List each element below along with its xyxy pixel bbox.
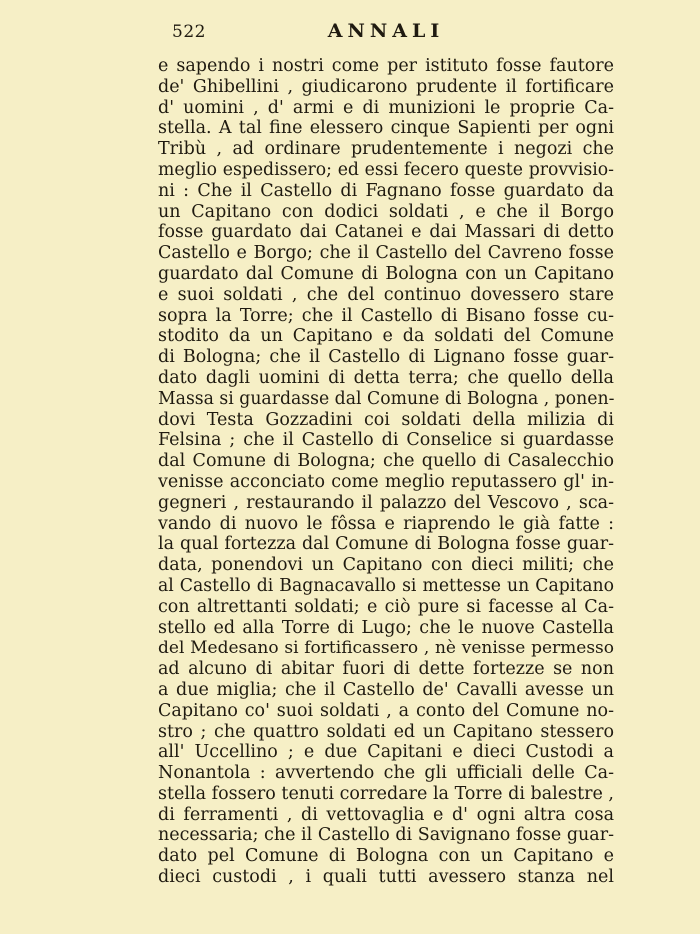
text-line: data, ponendovi un Capitano con dieci militi; che [158, 555, 614, 576]
body-text [158, 56, 614, 888]
text-line: dieci custodi , i quali tutti avessero stanza nel [158, 867, 614, 888]
text-line: Nonantola : avvertendo che gli ufficiali delle Ca- [158, 763, 614, 784]
text-line: con altrettanti soldati; e ciò pure si facesse al Ca- [158, 596, 614, 617]
text-line: de' Ghibellini , giudicarono prudente il fortificare [158, 76, 614, 97]
text-line: meglio espedissero; ed essi fecero queste provvisio- [158, 159, 614, 180]
text-line: ni : Che il Castello di Fagnano fosse guardato da [158, 180, 614, 201]
text-line: d' uomini , d' armi e di munizioni le proprie Ca- [158, 97, 614, 118]
text-line: e sapendo i nostri come per istituto fosse fautore [158, 56, 614, 76]
text-line: guardato dal Comune di Bologna con un Capitano [158, 263, 614, 284]
text-line: stella. A tal fine elessero cinque Sapienti per ogni [158, 118, 614, 139]
text-line: sopra la Torre; che il Castello di Bisano fosse cu- [158, 305, 614, 326]
running-title: ANNALI [327, 20, 445, 42]
text-line: un Capitano con dodici soldati , e che il Borgo [158, 201, 614, 222]
page-number: 522 [172, 22, 206, 42]
text-line: Massa si guardasse dal Comune di Bologna , ponen- [158, 388, 614, 409]
text-line: dovi Testa Gozzadini coi soldati della milizia di [158, 409, 614, 430]
text-line: stro ; che quattro soldati ed un Capitano stessero [158, 721, 614, 742]
text-line: ad alcuno di abitar fuori di dette fortezze se non [158, 659, 614, 680]
text-line: del Medesano si fortificassero , nè venisse permesso [158, 638, 614, 659]
text-line: stodito da un Capitano e da soldati del Comune [158, 326, 614, 347]
text-line: gegneri , restaurando il palazzo del Vescovo , sca- [158, 492, 614, 513]
text-line: all' Uccellino ; e due Capitani e dieci Custodi a [158, 742, 614, 763]
text-line: al Castello di Bagnacavallo si mettesse un Capitano [158, 575, 614, 596]
text-line: dal Comune di Bologna; che quello di Casalecchio [158, 451, 614, 472]
text-line: a due miglia; che il Castello de' Cavalli avesse un [158, 679, 614, 700]
text-line: la qual fortezza dal Comune di Bologna fosse guar- [158, 534, 614, 555]
text-line: stello ed alla Torre di Lugo; che le nuove Castella [158, 617, 614, 638]
text-line: di Bologna; che il Castello di Lignano fosse guar- [158, 347, 614, 368]
text-line: dato pel Comune di Bologna con un Capitano e [158, 846, 614, 867]
text-line: stella fossero tenuti corredare la Torre di balestre , [158, 783, 614, 804]
text-line: Tribù , ad ordinare prudentemente i negozi che [158, 139, 614, 160]
page-header [158, 20, 614, 46]
text-line: e suoi soldati , che del continuo dovessero stare [158, 284, 614, 305]
text-line: necessaria; che il Castello di Savignano fosse guar- [158, 825, 614, 846]
text-line: venisse acconciato come meglio reputassero gl' in- [158, 471, 614, 492]
text-line: di ferramenti , di vettovaglia e d' ogni altra cosa [158, 804, 614, 825]
text-line: dato dagli uomini di detta terra; che quello della [158, 367, 614, 388]
text-line: Felsina ; che il Castello di Conselice si guardasse [158, 430, 614, 451]
text-line: vando di nuovo le fôssa e riaprendo le già fatte : [158, 513, 614, 534]
text-line: Castello e Borgo; che il Castello del Cavreno fosse [158, 243, 614, 264]
text-line: Capitano co' suoi soldati , a conto del Comune no- [158, 700, 614, 721]
text-line: fosse guardato dai Catanei e dai Massari di detto [158, 222, 614, 243]
